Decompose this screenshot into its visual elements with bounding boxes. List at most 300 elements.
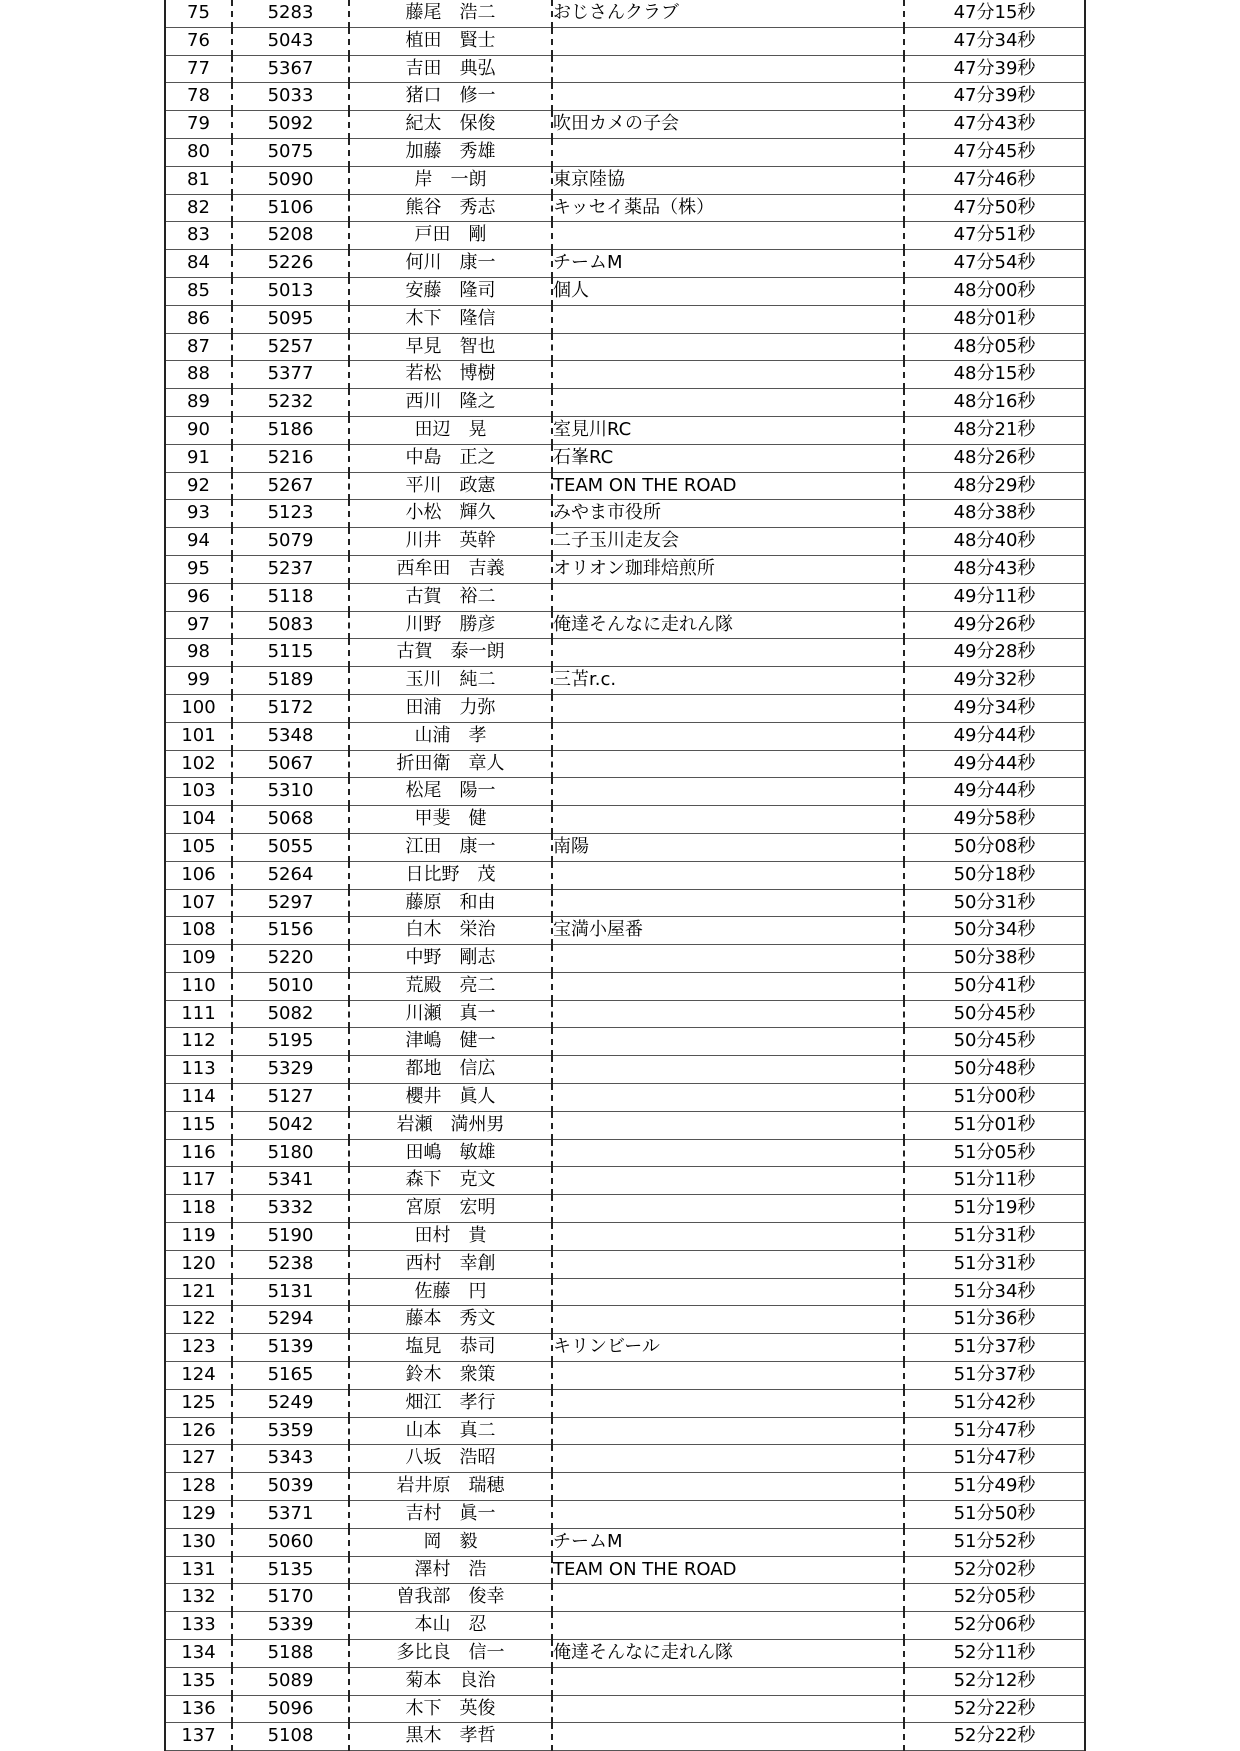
table-row <box>165 472 1085 500</box>
rank-cell: 100 <box>165 694 232 722</box>
bib-number-cell: 5042 <box>232 1111 349 1139</box>
rank-cell: 105 <box>165 833 232 861</box>
runner-name-cell: 岡 毅 <box>349 1528 552 1556</box>
club-name-cell <box>552 1167 904 1195</box>
club-name-cell <box>552 1139 904 1167</box>
finish-time-cell: 47分43秒 <box>904 111 1085 139</box>
table-row <box>165 1139 1085 1167</box>
rank-cell: 106 <box>165 861 232 889</box>
rank-cell: 135 <box>165 1667 232 1695</box>
rank-cell: 91 <box>165 444 232 472</box>
finish-time-cell: 47分39秒 <box>904 83 1085 111</box>
rank-cell: 99 <box>165 667 232 695</box>
finish-time-cell: 51分47秒 <box>904 1417 1085 1445</box>
bib-number-cell: 5189 <box>232 667 349 695</box>
club-name-cell <box>552 889 904 917</box>
finish-time-cell: 48分16秒 <box>904 389 1085 417</box>
finish-time-cell: 48分15秒 <box>904 361 1085 389</box>
finish-time-cell: 48分05秒 <box>904 333 1085 361</box>
finish-time-cell: 49分11秒 <box>904 583 1085 611</box>
rank-cell: 96 <box>165 583 232 611</box>
rank-cell: 127 <box>165 1445 232 1473</box>
bib-number-cell: 5267 <box>232 472 349 500</box>
table-row <box>165 1334 1085 1362</box>
club-name-cell: 東京陸協 <box>552 166 904 194</box>
runner-name-cell: 津嶋 健一 <box>349 1028 552 1056</box>
runner-name-cell: 森下 克文 <box>349 1167 552 1195</box>
bib-number-cell: 5195 <box>232 1028 349 1056</box>
bib-number-cell: 5343 <box>232 1445 349 1473</box>
club-name-cell <box>552 639 904 667</box>
club-name-cell: 俺達そんなに走れん隊 <box>552 1640 904 1668</box>
table-row <box>165 945 1085 973</box>
rank-cell: 129 <box>165 1501 232 1529</box>
runner-name-cell: 田嶋 敏雄 <box>349 1139 552 1167</box>
table-row <box>165 1584 1085 1612</box>
bib-number-cell: 5118 <box>232 583 349 611</box>
bib-number-cell: 5297 <box>232 889 349 917</box>
rank-cell: 98 <box>165 639 232 667</box>
table-row <box>165 305 1085 333</box>
club-name-cell <box>552 1028 904 1056</box>
rank-cell: 77 <box>165 55 232 83</box>
runner-name-cell: 澤村 浩 <box>349 1556 552 1584</box>
table-row <box>165 222 1085 250</box>
runner-name-cell: 黒木 孝哲 <box>349 1723 552 1751</box>
finish-time-cell: 50分08秒 <box>904 833 1085 861</box>
finish-time-cell: 49分28秒 <box>904 639 1085 667</box>
table-row <box>165 194 1085 222</box>
rank-cell: 89 <box>165 389 232 417</box>
table-row <box>165 1501 1085 1529</box>
club-name-cell: キッセイ薬品（株） <box>552 194 904 222</box>
bib-number-cell: 5067 <box>232 750 349 778</box>
rank-cell: 123 <box>165 1334 232 1362</box>
finish-time-cell: 49分34秒 <box>904 694 1085 722</box>
club-name-cell <box>552 1667 904 1695</box>
club-name-cell <box>552 1695 904 1723</box>
table-row <box>165 1473 1085 1501</box>
table-row <box>165 1195 1085 1223</box>
results-table <box>164 0 1086 1751</box>
table-row <box>165 1695 1085 1723</box>
finish-time-cell: 50分38秒 <box>904 945 1085 973</box>
finish-time-cell: 50分45秒 <box>904 1028 1085 1056</box>
bib-number-cell: 5079 <box>232 528 349 556</box>
runner-name-cell: 平川 政憲 <box>349 472 552 500</box>
table-row <box>165 1250 1085 1278</box>
club-name-cell <box>552 305 904 333</box>
table-row <box>165 528 1085 556</box>
club-name-cell <box>552 1056 904 1084</box>
table-row <box>165 1417 1085 1445</box>
club-name-cell <box>552 1362 904 1390</box>
club-name-cell <box>552 83 904 111</box>
table-row <box>165 806 1085 834</box>
finish-time-cell: 48分21秒 <box>904 416 1085 444</box>
runner-name-cell: 西川 隆之 <box>349 389 552 417</box>
runner-name-cell: 岸 一朗 <box>349 166 552 194</box>
runner-name-cell: 川瀬 真一 <box>349 1000 552 1028</box>
runner-name-cell: 都地 信広 <box>349 1056 552 1084</box>
runner-name-cell: 鈴木 衆策 <box>349 1362 552 1390</box>
finish-time-cell: 47分46秒 <box>904 166 1085 194</box>
rank-cell: 109 <box>165 945 232 973</box>
finish-time-cell: 51分50秒 <box>904 1501 1085 1529</box>
bib-number-cell: 5115 <box>232 639 349 667</box>
bib-number-cell: 5377 <box>232 361 349 389</box>
bib-number-cell: 5348 <box>232 722 349 750</box>
club-name-cell: TEAM ON THE ROAD <box>552 1556 904 1584</box>
club-name-cell <box>552 138 904 166</box>
runner-name-cell: 古賀 裕二 <box>349 583 552 611</box>
rank-cell: 128 <box>165 1473 232 1501</box>
runner-name-cell: 白木 栄治 <box>349 917 552 945</box>
finish-time-cell: 47分34秒 <box>904 27 1085 55</box>
bib-number-cell: 5055 <box>232 833 349 861</box>
club-name-cell <box>552 1111 904 1139</box>
club-name-cell <box>552 1501 904 1529</box>
bib-number-cell: 5092 <box>232 111 349 139</box>
table-row <box>165 1723 1085 1751</box>
runner-name-cell: 加藤 秀雄 <box>349 138 552 166</box>
rank-cell: 112 <box>165 1028 232 1056</box>
rank-cell: 130 <box>165 1528 232 1556</box>
table-row <box>165 1056 1085 1084</box>
finish-time-cell: 52分05秒 <box>904 1584 1085 1612</box>
table-row <box>165 1028 1085 1056</box>
club-name-cell: TEAM ON THE ROAD <box>552 472 904 500</box>
runner-name-cell: 畑江 孝行 <box>349 1389 552 1417</box>
table-row <box>165 555 1085 583</box>
runner-name-cell: 植田 賢士 <box>349 27 552 55</box>
finish-time-cell: 51分31秒 <box>904 1223 1085 1251</box>
runner-name-cell: 岩瀬 満州男 <box>349 1111 552 1139</box>
bib-number-cell: 5329 <box>232 1056 349 1084</box>
club-name-cell <box>552 1278 904 1306</box>
club-name-cell <box>552 583 904 611</box>
runner-name-cell: 荒殿 亮二 <box>349 972 552 1000</box>
rank-cell: 136 <box>165 1695 232 1723</box>
finish-time-cell: 47分51秒 <box>904 222 1085 250</box>
runner-name-cell: 折田衛 章人 <box>349 750 552 778</box>
rank-cell: 115 <box>165 1111 232 1139</box>
table-row <box>165 1667 1085 1695</box>
finish-time-cell: 48分26秒 <box>904 444 1085 472</box>
runner-name-cell: 日比野 茂 <box>349 861 552 889</box>
rank-cell: 108 <box>165 917 232 945</box>
bib-number-cell: 5310 <box>232 778 349 806</box>
table-row <box>165 361 1085 389</box>
table-row <box>165 889 1085 917</box>
bib-number-cell: 5156 <box>232 917 349 945</box>
club-name-cell: 室見川RC <box>552 416 904 444</box>
runner-name-cell: 小松 輝久 <box>349 500 552 528</box>
bib-number-cell: 5139 <box>232 1334 349 1362</box>
rank-cell: 114 <box>165 1084 232 1112</box>
club-name-cell <box>552 1473 904 1501</box>
club-name-cell: 三苫r.c. <box>552 667 904 695</box>
club-name-cell <box>552 1389 904 1417</box>
finish-time-cell: 47分45秒 <box>904 138 1085 166</box>
runner-name-cell: 古賀 泰一朗 <box>349 639 552 667</box>
results-sheet <box>164 0 1078 1751</box>
runner-name-cell: 松尾 陽一 <box>349 778 552 806</box>
rank-cell: 125 <box>165 1389 232 1417</box>
club-name-cell: おじさんクラブ <box>552 0 904 27</box>
rank-cell: 120 <box>165 1250 232 1278</box>
club-name-cell: 石峯RC <box>552 444 904 472</box>
table-row <box>165 0 1085 27</box>
finish-time-cell: 51分34秒 <box>904 1278 1085 1306</box>
table-row <box>165 1167 1085 1195</box>
finish-time-cell: 51分01秒 <box>904 1111 1085 1139</box>
table-row <box>165 972 1085 1000</box>
table-row <box>165 333 1085 361</box>
runner-name-cell: 多比良 信一 <box>349 1640 552 1668</box>
club-name-cell <box>552 806 904 834</box>
table-row <box>165 250 1085 278</box>
finish-time-cell: 48分40秒 <box>904 528 1085 556</box>
bib-number-cell: 5135 <box>232 1556 349 1584</box>
rank-cell: 76 <box>165 27 232 55</box>
rank-cell: 81 <box>165 166 232 194</box>
finish-time-cell: 51分37秒 <box>904 1334 1085 1362</box>
club-name-cell <box>552 27 904 55</box>
finish-time-cell: 52分02秒 <box>904 1556 1085 1584</box>
bib-number-cell: 5371 <box>232 1501 349 1529</box>
finish-time-cell: 47分39秒 <box>904 55 1085 83</box>
bib-number-cell: 5190 <box>232 1223 349 1251</box>
rank-cell: 92 <box>165 472 232 500</box>
finish-time-cell: 48分29秒 <box>904 472 1085 500</box>
bib-number-cell: 5294 <box>232 1306 349 1334</box>
finish-time-cell: 51分31秒 <box>904 1250 1085 1278</box>
table-row <box>165 27 1085 55</box>
rank-cell: 85 <box>165 277 232 305</box>
rank-cell: 113 <box>165 1056 232 1084</box>
runner-name-cell: 早見 智也 <box>349 333 552 361</box>
runner-name-cell: 菊本 良治 <box>349 1667 552 1695</box>
rank-cell: 119 <box>165 1223 232 1251</box>
finish-time-cell: 49分44秒 <box>904 778 1085 806</box>
runner-name-cell: 岩井原 瑞穂 <box>349 1473 552 1501</box>
bib-number-cell: 5108 <box>232 1723 349 1751</box>
rank-cell: 78 <box>165 83 232 111</box>
rank-cell: 131 <box>165 1556 232 1584</box>
club-name-cell <box>552 1250 904 1278</box>
rank-cell: 118 <box>165 1195 232 1223</box>
finish-time-cell: 51分47秒 <box>904 1445 1085 1473</box>
bib-number-cell: 5131 <box>232 1278 349 1306</box>
club-name-cell: 個人 <box>552 277 904 305</box>
finish-time-cell: 49分26秒 <box>904 611 1085 639</box>
bib-number-cell: 5083 <box>232 611 349 639</box>
finish-time-cell: 50分34秒 <box>904 917 1085 945</box>
runner-name-cell: 曽我部 俊幸 <box>349 1584 552 1612</box>
runner-name-cell: 紀太 保俊 <box>349 111 552 139</box>
finish-time-cell: 48分01秒 <box>904 305 1085 333</box>
bib-number-cell: 5238 <box>232 1250 349 1278</box>
runner-name-cell: 山浦 孝 <box>349 722 552 750</box>
bib-number-cell: 5068 <box>232 806 349 834</box>
table-row <box>165 611 1085 639</box>
club-name-cell <box>552 750 904 778</box>
finish-time-cell: 50分18秒 <box>904 861 1085 889</box>
runner-name-cell: 西村 幸創 <box>349 1250 552 1278</box>
bib-number-cell: 5010 <box>232 972 349 1000</box>
club-name-cell <box>552 222 904 250</box>
table-row <box>165 500 1085 528</box>
rank-cell: 133 <box>165 1612 232 1640</box>
runner-name-cell: 江田 康一 <box>349 833 552 861</box>
table-row <box>165 1362 1085 1390</box>
rank-cell: 104 <box>165 806 232 834</box>
club-name-cell <box>552 945 904 973</box>
runner-name-cell: 若松 博樹 <box>349 361 552 389</box>
finish-time-cell: 49分44秒 <box>904 722 1085 750</box>
bib-number-cell: 5208 <box>232 222 349 250</box>
bib-number-cell: 5332 <box>232 1195 349 1223</box>
bib-number-cell: 5186 <box>232 416 349 444</box>
rank-cell: 117 <box>165 1167 232 1195</box>
bib-number-cell: 5232 <box>232 389 349 417</box>
finish-time-cell: 49分58秒 <box>904 806 1085 834</box>
club-name-cell <box>552 1417 904 1445</box>
bib-number-cell: 5249 <box>232 1389 349 1417</box>
table-row <box>165 694 1085 722</box>
bib-number-cell: 5043 <box>232 27 349 55</box>
bib-number-cell: 5165 <box>232 1362 349 1390</box>
runner-name-cell: 宮原 宏明 <box>349 1195 552 1223</box>
finish-time-cell: 50分31秒 <box>904 889 1085 917</box>
table-row <box>165 917 1085 945</box>
finish-time-cell: 49分44秒 <box>904 750 1085 778</box>
finish-time-cell: 51分42秒 <box>904 1389 1085 1417</box>
club-name-cell: みやま市役所 <box>552 500 904 528</box>
rank-cell: 110 <box>165 972 232 1000</box>
bib-number-cell: 5013 <box>232 277 349 305</box>
finish-time-cell: 47分15秒 <box>904 0 1085 27</box>
table-row <box>165 83 1085 111</box>
club-name-cell: 俺達そんなに走れん隊 <box>552 611 904 639</box>
bib-number-cell: 5188 <box>232 1640 349 1668</box>
runner-name-cell: 戸田 剛 <box>349 222 552 250</box>
bib-number-cell: 5170 <box>232 1584 349 1612</box>
table-row <box>165 1640 1085 1668</box>
club-name-cell: 吹田カメの子会 <box>552 111 904 139</box>
rank-cell: 86 <box>165 305 232 333</box>
finish-time-cell: 48分38秒 <box>904 500 1085 528</box>
runner-name-cell: 塩見 恭司 <box>349 1334 552 1362</box>
rank-cell: 121 <box>165 1278 232 1306</box>
runner-name-cell: 佐藤 円 <box>349 1278 552 1306</box>
finish-time-cell: 50分48秒 <box>904 1056 1085 1084</box>
runner-name-cell: 中野 剛志 <box>349 945 552 973</box>
runner-name-cell: 八坂 浩昭 <box>349 1445 552 1473</box>
table-row <box>165 667 1085 695</box>
finish-time-cell: 48分00秒 <box>904 277 1085 305</box>
finish-time-cell: 50分45秒 <box>904 1000 1085 1028</box>
bib-number-cell: 5090 <box>232 166 349 194</box>
club-name-cell <box>552 333 904 361</box>
bib-number-cell: 5341 <box>232 1167 349 1195</box>
bib-number-cell: 5220 <box>232 945 349 973</box>
rank-cell: 87 <box>165 333 232 361</box>
runner-name-cell: 山本 真二 <box>349 1417 552 1445</box>
runner-name-cell: 田村 貴 <box>349 1223 552 1251</box>
rank-cell: 94 <box>165 528 232 556</box>
runner-name-cell: 木下 隆信 <box>349 305 552 333</box>
rank-cell: 93 <box>165 500 232 528</box>
club-name-cell: キリンビール <box>552 1334 904 1362</box>
runner-name-cell: 田浦 力弥 <box>349 694 552 722</box>
finish-time-cell: 51分05秒 <box>904 1139 1085 1167</box>
finish-time-cell: 52分22秒 <box>904 1695 1085 1723</box>
finish-time-cell: 51分49秒 <box>904 1473 1085 1501</box>
bib-number-cell: 5106 <box>232 194 349 222</box>
bib-number-cell: 5237 <box>232 555 349 583</box>
club-name-cell <box>552 1306 904 1334</box>
rank-cell: 103 <box>165 778 232 806</box>
rank-cell: 97 <box>165 611 232 639</box>
runner-name-cell: 藤原 和由 <box>349 889 552 917</box>
rank-cell: 83 <box>165 222 232 250</box>
table-row <box>165 1000 1085 1028</box>
finish-time-cell: 51分00秒 <box>904 1084 1085 1112</box>
club-name-cell <box>552 1084 904 1112</box>
runner-name-cell: 木下 英俊 <box>349 1695 552 1723</box>
bib-number-cell: 5033 <box>232 83 349 111</box>
club-name-cell: 二子玉川走友会 <box>552 528 904 556</box>
table-row <box>165 722 1085 750</box>
bib-number-cell: 5264 <box>232 861 349 889</box>
runner-name-cell: 藤尾 浩二 <box>349 0 552 27</box>
bib-number-cell: 5039 <box>232 1473 349 1501</box>
rank-cell: 107 <box>165 889 232 917</box>
runner-name-cell: 甲斐 健 <box>349 806 552 834</box>
bib-number-cell: 5127 <box>232 1084 349 1112</box>
bib-number-cell: 5226 <box>232 250 349 278</box>
table-row <box>165 389 1085 417</box>
rank-cell: 122 <box>165 1306 232 1334</box>
club-name-cell <box>552 694 904 722</box>
table-row <box>165 1306 1085 1334</box>
bib-number-cell: 5216 <box>232 444 349 472</box>
table-row <box>165 277 1085 305</box>
table-row <box>165 1528 1085 1556</box>
table-row <box>165 1445 1085 1473</box>
table-row <box>165 1612 1085 1640</box>
runner-name-cell: 熊谷 秀志 <box>349 194 552 222</box>
runner-name-cell: 安藤 隆司 <box>349 277 552 305</box>
bib-number-cell: 5075 <box>232 138 349 166</box>
rank-cell: 101 <box>165 722 232 750</box>
rank-cell: 132 <box>165 1584 232 1612</box>
finish-time-cell: 47分50秒 <box>904 194 1085 222</box>
runner-name-cell: 藤本 秀文 <box>349 1306 552 1334</box>
bib-number-cell: 5257 <box>232 333 349 361</box>
runner-name-cell: 何川 康一 <box>349 250 552 278</box>
rank-cell: 126 <box>165 1417 232 1445</box>
bib-number-cell: 5095 <box>232 305 349 333</box>
table-row <box>165 861 1085 889</box>
club-name-cell <box>552 1584 904 1612</box>
club-name-cell: オリオン珈琲焙煎所 <box>552 555 904 583</box>
rank-cell: 134 <box>165 1640 232 1668</box>
table-row <box>165 778 1085 806</box>
finish-time-cell: 52分11秒 <box>904 1640 1085 1668</box>
